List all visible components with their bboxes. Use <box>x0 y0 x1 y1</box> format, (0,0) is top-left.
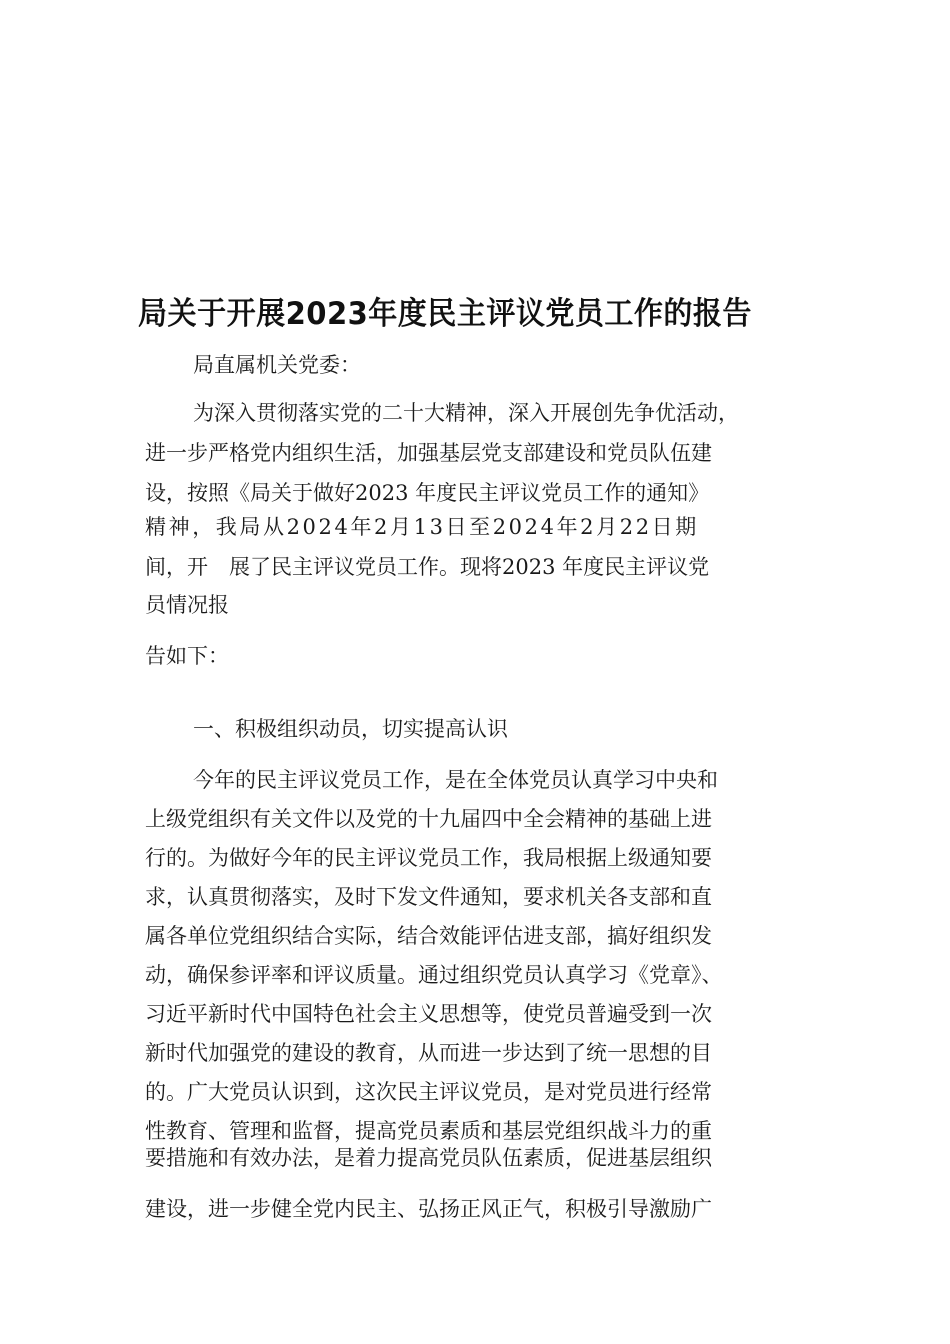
body-line-3: 行的。为做好今年的民主评议党员工作，我局根据上级通知要 <box>145 846 712 870</box>
intro-line-6: 员情况报 <box>145 593 229 617</box>
intro-line-5: 间，开 展了民主评议党员工作。现将2023 年度民主评议党 <box>145 555 710 579</box>
body-line-10: 性教育、管理和监督，提高党员素质和基层党组织战斗力的重 <box>145 1119 712 1143</box>
body-line-7: 习近平新时代中国特色社会主义思想等，使党员普遍受到一次 <box>145 1002 712 1026</box>
document-title: 局关于开展2023年度民主评议党员工作的报告 <box>138 296 752 332</box>
body-line-2: 上级党组织有关文件以及党的十九届四中全会精神的基础上进 <box>145 807 712 831</box>
intro-line-4: 精神，我局从2024年2月13日至2024年2月22日期 <box>145 515 699 539</box>
body-line-4: 求，认真贯彻落实，及时下发文件通知，要求机关各支部和直 <box>145 885 712 909</box>
intro-line-7: 告如下： <box>145 644 229 668</box>
intro-line-3: 设，按照《局关于做好2023 年度民主评议党员工作的通知》 <box>145 481 710 505</box>
body-line-6: 动，确保参评率和评议质量。通过组织党员认真学习《党章》、 <box>145 963 723 987</box>
body-line-8: 新时代加强党的建设的教育，从而进一步达到了统一思想的目 <box>145 1041 712 1065</box>
intro-line-1: 为深入贯彻落实党的二十大精神，深入开展创先争优活动， <box>193 401 739 425</box>
body-line-5: 属各单位党组织结合实际，结合效能评估进支部，搞好组织发 <box>145 924 712 948</box>
body-line-1: 今年的民主评议党员工作，是在全体党员认真学习中央和 <box>193 768 718 792</box>
section-heading-1: 一、积极组织动员，切实提高认识 <box>193 717 508 741</box>
salutation: 局直属机关党委： <box>193 353 361 377</box>
body-line-12: 建设，进一步健全党内民主、弘扬正风正气，积极引导激励广 <box>145 1197 712 1221</box>
body-line-9: 的。广大党员认识到，这次民主评议党员，是对党员进行经常 <box>145 1080 712 1104</box>
body-line-11: 要措施和有效办法，是着力提高党员队伍素质，促进基层组织 <box>145 1146 712 1170</box>
intro-line-2: 进一步严格党内组织生活，加强基层党支部建设和党员队伍建 <box>145 441 712 465</box>
